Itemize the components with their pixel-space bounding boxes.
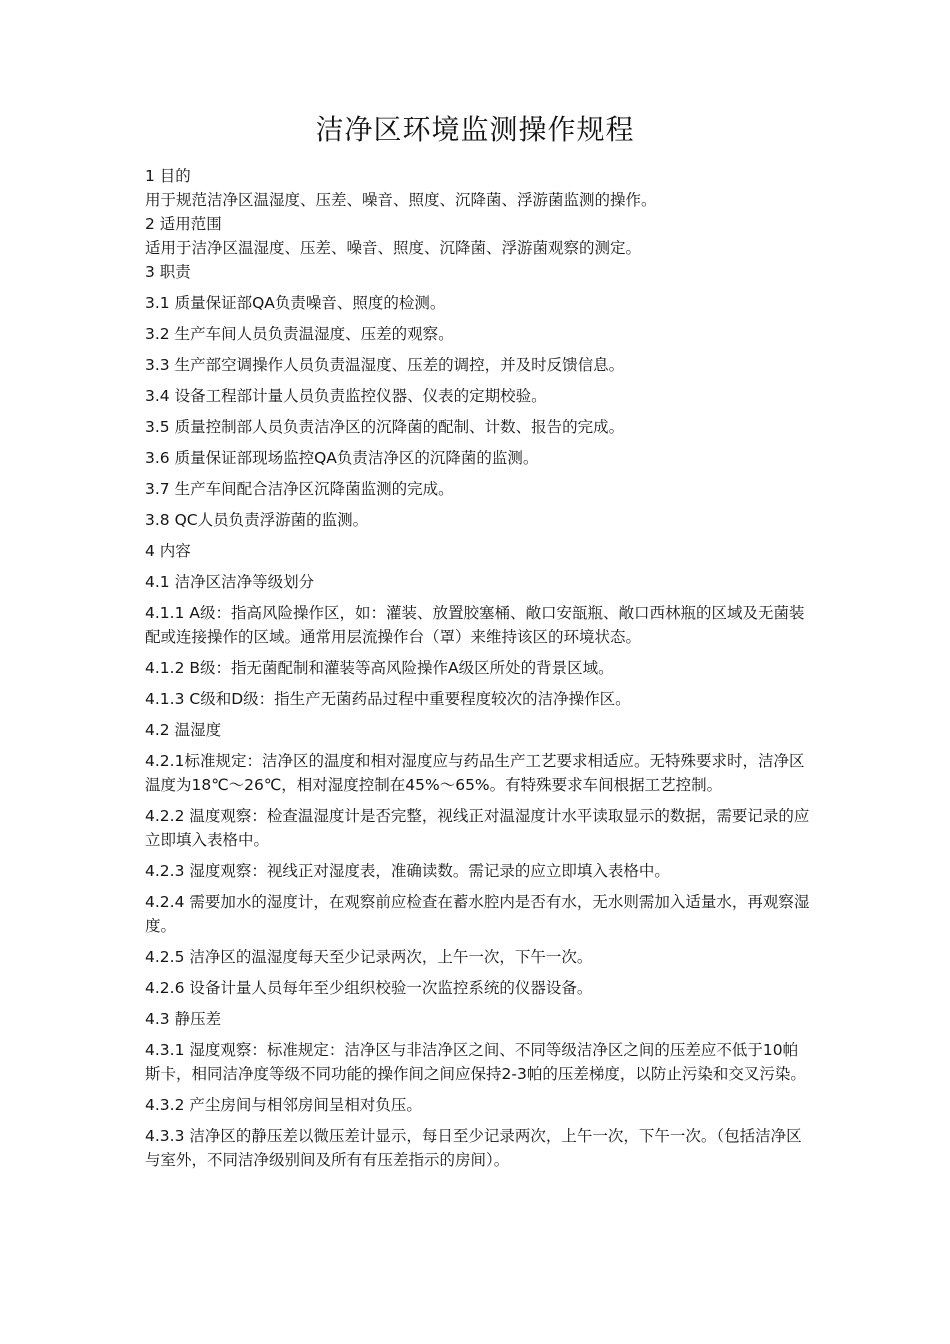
paragraph: 4 内容 bbox=[145, 542, 191, 560]
paragraph: 4.3 静压差 bbox=[145, 1010, 222, 1028]
paragraph: 1 目的 bbox=[145, 167, 191, 185]
paragraph: 4.2.6 设备计量人员每年至少组织校验一次监控系统的仪器设备。 bbox=[145, 979, 593, 997]
paragraph: 4.2.1标准规定：洁净区的温度和相对湿度应与药品生产工艺要求相适应。无特殊要求时，洁净区温度为18℃～26℃，相对湿度控制在45%～65%。有特殊要求车间根据工艺控制。 bbox=[145, 752, 805, 794]
paragraph: 4.3.2 产尘房间与相邻房间呈相对负压。 bbox=[145, 1096, 422, 1114]
paragraph: 3.2 生产车间人员负责温湿度、压差的观察。 bbox=[145, 325, 454, 343]
paragraph: 4.2.2 温度观察：检查温湿度计是否完整，视线正对温湿度计水平读取显示的数据，需要记录的应立即填入表格中。 bbox=[145, 807, 810, 849]
paragraph: 2 适用范围 bbox=[145, 215, 222, 233]
paragraph: 4.1.3 C级和D级：指生产无菌药品过程中重要程度较次的洁净操作区。 bbox=[145, 690, 631, 708]
paragraph: 3.1 质量保证部QA负责噪音、照度的检测。 bbox=[145, 294, 446, 312]
paragraph: 3 职责 bbox=[145, 263, 191, 281]
paragraph: 用于规范洁净区温湿度、压差、噪音、照度、沉降菌、浮游菌监测的操作。 bbox=[145, 191, 657, 209]
paragraph: 3.5 质量控制部人员负责洁净区的沉降菌的配制、计数、报告的完成。 bbox=[145, 418, 625, 436]
paragraph: 4.2.3 湿度观察：视线正对湿度表，准确读数。需记录的应立即填入表格中。 bbox=[145, 862, 670, 880]
paragraph: 3.3 生产部空调操作人员负责温湿度、压差的调控，并及时反馈信息。 bbox=[145, 356, 625, 374]
paragraph: 4.1.2 B级：指无菌配制和灌装等高风险操作A级区所处的背景区域。 bbox=[145, 659, 614, 677]
paragraph: 适用于洁净区温湿度、压差、噪音、照度、沉降菌、浮游菌观察的测定。 bbox=[145, 239, 642, 257]
paragraph: 3.4 设备工程部计量人员负责监控仪器、仪表的定期校验。 bbox=[145, 387, 547, 405]
paragraph: 4.2.5 洁净区的温湿度每天至少记录两次，上午一次，下午一次。 bbox=[145, 948, 593, 966]
paragraph: 4.3.1 湿度观察：标准规定：洁净区与非洁净区之间、不同等级洁净区之间的压差应不低于10帕斯卡，相同洁净度等级不同功能的操作间之间应保持2-3帕的压差梯度，以防止污染和交叉污染。 bbox=[145, 1041, 806, 1083]
paragraph: 3.6 质量保证部现场监控QA负责洁净区的沉降菌的监测。 bbox=[145, 449, 539, 467]
document-title: 洁净区环境监测操作规程 bbox=[315, 113, 635, 146]
paragraph: 4.1 洁净区洁净等级划分 bbox=[145, 573, 315, 591]
paragraph: 4.2.4 需要加水的湿度计，在观察前应检查在蓄水腔内是否有水，无水则需加入适量水，再观察湿度。 bbox=[145, 893, 810, 935]
document-body bbox=[145, 164, 813, 1172]
paragraph: 3.7 生产车间配合洁净区沉降菌监测的完成。 bbox=[145, 480, 454, 498]
paragraph: 4.2 温湿度 bbox=[145, 721, 222, 739]
paragraph: 3.8 QC人员负责浮游菌的监测。 bbox=[145, 511, 369, 529]
paragraph: 4.3.3 洁净区的静压差以微压差计显示，每日至少记录两次，上午一次，下午一次。（包括洁净区与室外，不同洁净级别间及所有有压差指示的房间）。 bbox=[145, 1127, 802, 1169]
paragraph: 4.1.1 A级：指高风险操作区，如：灌装、放置胶塞桶、敞口安瓿瓶、敞口西林瓶的区域及无菌装配或连接操作的区域。通常用层流操作台（罩）来维持该区的环境状态。 bbox=[145, 604, 805, 646]
